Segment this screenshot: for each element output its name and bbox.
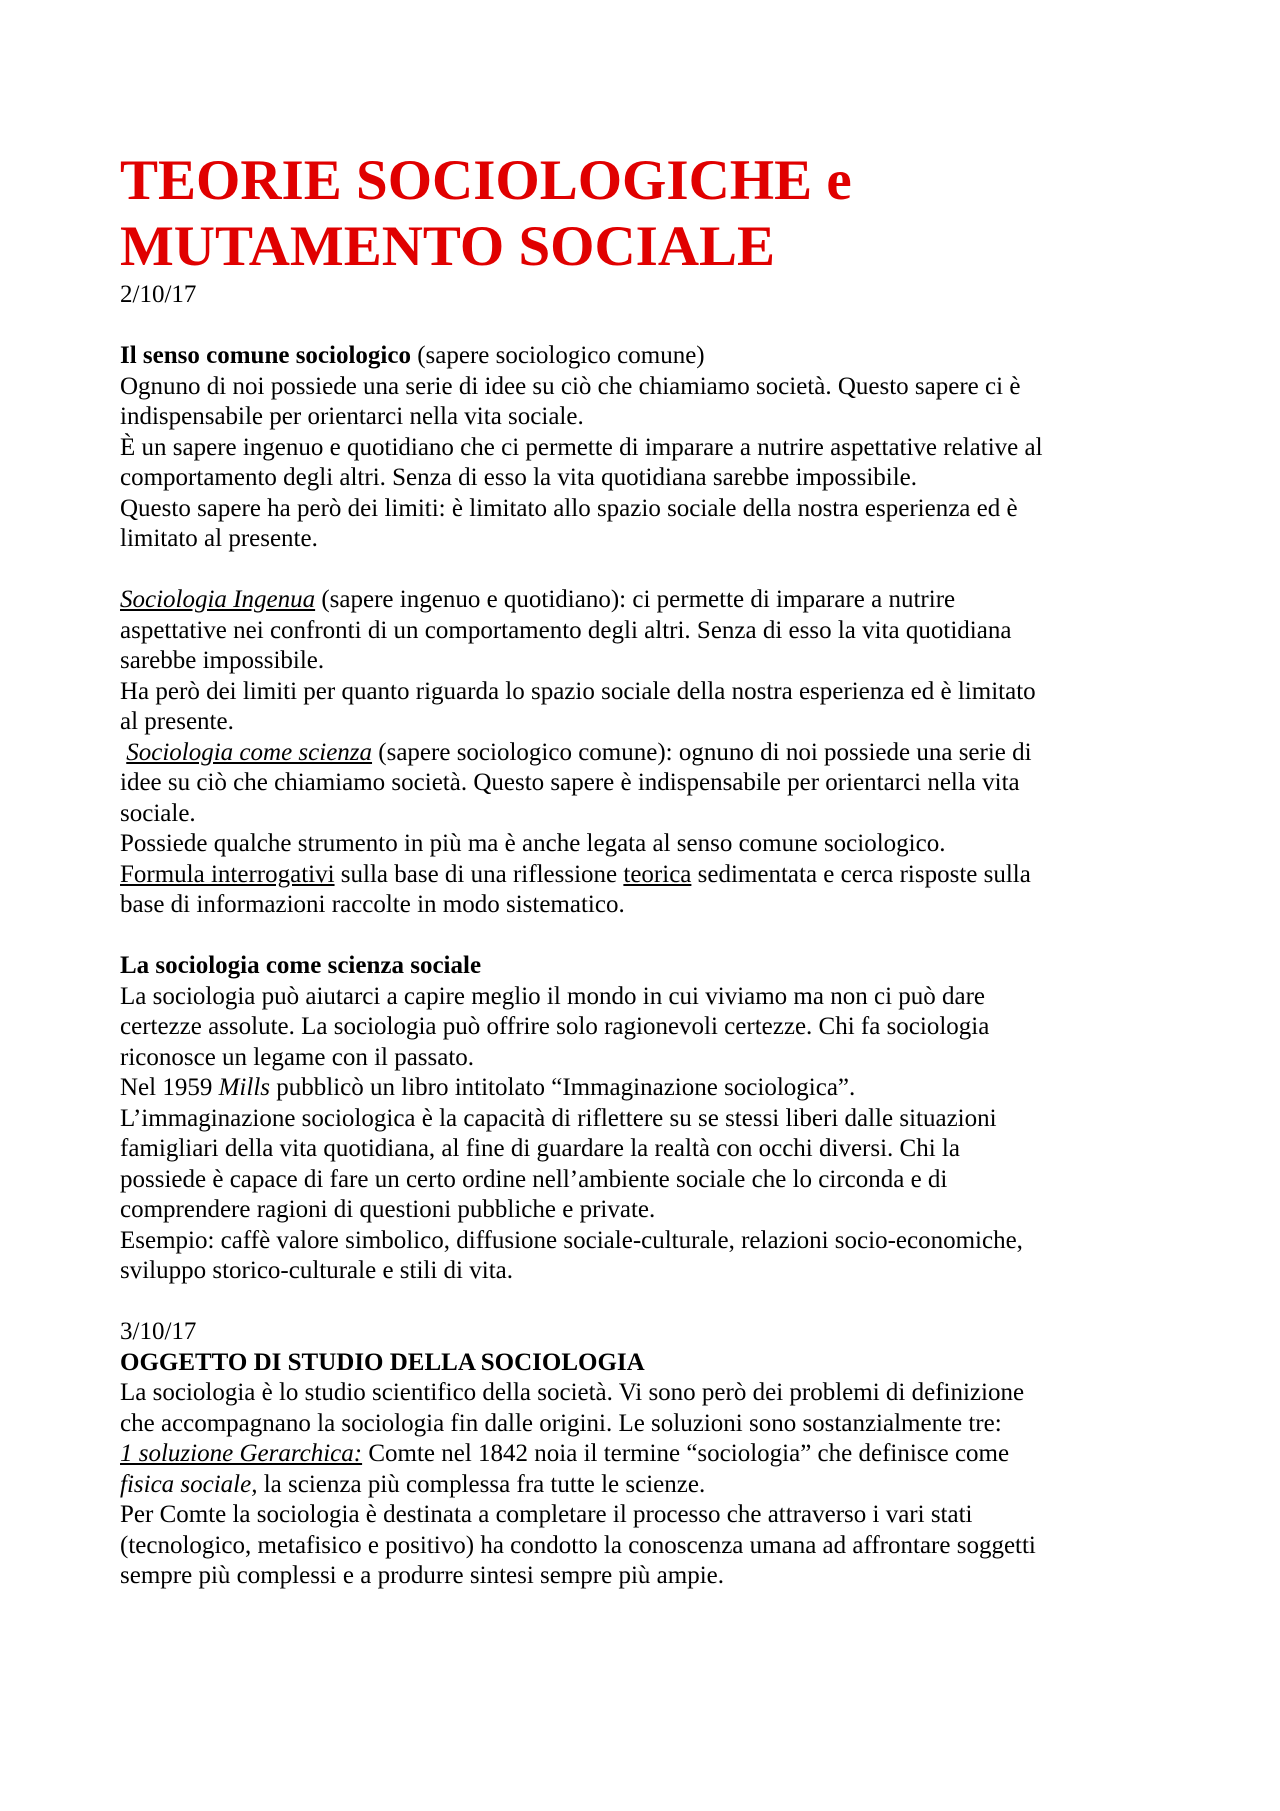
text-span: sulla base di una riflessione [334, 860, 624, 888]
section-heading: OGGETTO DI STUDIO DELLA SOCIOLOGIA [120, 1348, 645, 1376]
document-page [120, 148, 1180, 1592]
text-span: Comte nel 1842 noia il termine “sociologia” che definisce come [362, 1440, 1010, 1467]
section-scienza-sociale [120, 951, 1180, 1287]
document-title [120, 148, 1180, 280]
term-sociologia-come-scienza: Sociologia come scienza [126, 738, 373, 766]
text-line: che accompagnano la sociologia fin dalle origini. Le soluzioni sono sostanzialmente tre: [120, 1409, 1002, 1437]
section-sociologia-ingenua [120, 585, 1180, 921]
text-line: sempre più complessi e a produrre sintesi sempre più ampie. [120, 1562, 725, 1589]
text-line: al presente. [120, 708, 234, 735]
title-line-1: TEORIE SOCIOLOGICHE e [120, 149, 852, 212]
date-2-10-17: 2/10/17 [120, 281, 197, 308]
text-line: Ha però dei limiti per quanto riguarda lo spazio sociale della nostra esperienza ed è limitato [120, 677, 1036, 705]
text-line: limitato al presente. [120, 525, 318, 552]
section-heading: La sociologia come scienza sociale [120, 952, 482, 979]
text-line: L’immaginazione sociologica è la capacità di riflettere su se stessi liberi dalle situazioni [120, 1104, 997, 1132]
text-line: sarebbe impossibile. [120, 647, 325, 674]
text-span: pubblicò un libro intitolato “Immaginazione sociologica”. [270, 1074, 856, 1101]
underlined-teorica: teorica [623, 860, 692, 888]
text-line: La sociologia può aiutarci a capire meglio il mondo in cui viviamo ma non ci può dare [120, 982, 986, 1010]
text-line [120, 1439, 1180, 1470]
italic-fisica-sociale: fisica sociale, [120, 1470, 258, 1498]
text-span: Nel 1959 [120, 1074, 219, 1101]
text-line: sociale. [120, 799, 196, 827]
text-line: Esempio: caffè valore simbolico, diffusione sociale-culturale, relazioni socio-economiche, [120, 1226, 1023, 1254]
date-3-10-17: 3/10/17 [120, 1318, 197, 1345]
heading-note: (sapere sociologico comune) [410, 342, 705, 369]
text-span: (sapere ingenuo e quotidiano): ci permette di imparare a nutrire [315, 586, 956, 613]
text-line: base di informazioni raccolte in modo sistematico. [120, 891, 625, 918]
text-line: Per Comte la sociologia è destinata a completare il processo che attraverso i vari stati [120, 1501, 973, 1528]
text-line: idee su ciò che chiamiamo società. Questo sapere è indispensabile per orientarci nella vita [120, 769, 1020, 796]
text-line: La sociologia è lo studio scientifico della società. Vi sono però dei problemi di definizione [120, 1379, 1025, 1406]
underlined-formula-interrogativi: Formula interrogativi [120, 860, 335, 888]
text-line: È un sapere ingenuo e quotidiano che ci permette di imparare a nutrire aspettative relative al [120, 433, 1043, 461]
section-senso-comune [120, 341, 1180, 555]
text-line: famigliari della vita quotidiana, al fine di guardare la realtà con occhi diversi. Chi la [120, 1135, 960, 1162]
section-heading: Il senso comune sociologico [120, 342, 411, 369]
term-sociologia-ingenua: Sociologia Ingenua [120, 586, 316, 613]
text-line: Ognuno di noi possiede una serie di idee su ciò che chiamiamo società. Questo sapere ci è [120, 372, 1021, 400]
text-line: aspettative nei confronti di un comportamento degli altri. Senza di esso la vita quotidiana [120, 616, 1012, 644]
text-line [120, 738, 1180, 769]
text-line: certezze assolute. La sociologia può offrire solo ragionevoli certezze. Chi fa sociologia [120, 1013, 990, 1040]
text-line: sviluppo storico-culturale e stili di vita. [120, 1257, 513, 1284]
text-line: (tecnologico, metafisico e positivo) ha condotto la conoscenza umana ad affrontare soggetti [120, 1531, 1036, 1559]
text-span: la scienza più complessa fra tutte le scienze. [257, 1470, 706, 1498]
text-line: Questo sapere ha però dei limiti: è limitato allo spazio sociale della nostra esperienza ed è [120, 494, 1018, 522]
text-line: comprendere ragioni di questioni pubbliche e private. [120, 1196, 656, 1223]
italic-mills: Mills [218, 1074, 271, 1101]
text-line [120, 1470, 1180, 1501]
text-line [120, 1073, 1180, 1104]
text-line [120, 860, 1180, 891]
text-line: indispensabile per orientarci nella vita sociale. [120, 403, 584, 430]
term-soluzione-gerarchica: 1 soluzione Gerarchica: [120, 1440, 363, 1467]
text-line: possiede è capace di fare un certo ordine nell’ambiente sociale che lo circonda e di [120, 1165, 948, 1193]
title-line-2: MUTAMENTO SOCIALE [120, 215, 776, 278]
text-line [120, 585, 1180, 616]
section-oggetto-di-studio [120, 1348, 1180, 1592]
text-line: comportamento degli altri. Senza di esso la vita quotidiana sarebbe impossibile. [120, 464, 918, 491]
text-span: (sapere sociologico comune): ognuno di noi possiede una serie di [372, 738, 1032, 766]
text-line: Possiede qualche strumento in più ma è anche legata al senso comune sociologico. [120, 830, 946, 857]
text-line: riconosce un legame con il passato. [120, 1043, 475, 1071]
text-span: sedimentata e cerca risposte sulla [691, 860, 1031, 888]
section-heading-line [120, 341, 1180, 372]
